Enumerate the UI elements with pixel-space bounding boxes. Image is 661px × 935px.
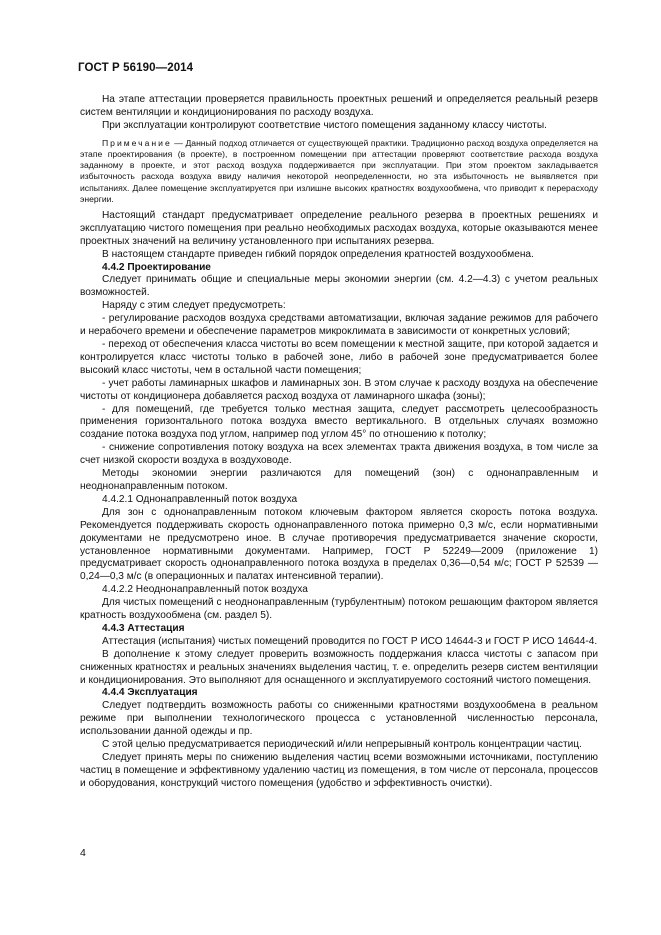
paragraph: При эксплуатации контролируют соответствие чистого помещения заданному классу чистоты. xyxy=(102,119,547,131)
subsection-heading-4-4-2-2: 4.4.2.2 Неоднонаправленный поток воздуха xyxy=(102,584,308,596)
paragraph: Следует принять меры по снижению выделения частиц всеми возможными источниками, поступлению частиц в помещение и эффективному удалению частиц из помещения, в том числе от персонала, процессов и оборудования, конструкций чистого помещения (удобство и эффективность очистки). xyxy=(80,752,598,789)
paragraph: Следует принимать общие и специальные меры экономии энергии (см. 4.2—4.3) с учетом реальных возможностей. xyxy=(80,274,598,299)
page-number: 4 xyxy=(80,847,86,859)
list-item: - регулирование расходов воздуха средствами автоматизации, включая задание режимов для рабочего и нерабочего времени и обеспечение параметров микроклимата в зависимости от конкретных условий; xyxy=(80,313,598,338)
note xyxy=(80,138,598,205)
paragraph: Аттестация (испытания) чистых помещений проводится по ГОСТ Р ИСО 14644-3 и ГОСТ Р ИСО 14644-4. xyxy=(102,635,598,647)
paragraph: Наряду с этим следует предусмотреть: xyxy=(102,300,286,312)
list-item: - для помещений, где требуется только местная защита, следует рассмотреть целесообразность применения горизонтального потока воздуха вместо вертикального. В отдельных случаях возможно создание потока воздуха под углом, например под углом 45° по отношению к потолку; xyxy=(80,403,598,441)
list-item: - переход от обеспечения класса чистоты во всем помещении к местной защите, при которой задается и контролируется класс чистоты только в рабочей зоне, либо в рабочей зоне предусматривается более высокий класс чистоты, чем в остальной части помещения; xyxy=(80,339,598,376)
paragraph: Для чистых помещений с неоднонаправленным (турбулентным) потоком решающим фактором является кратность воздухообмена (см. раздел 5). xyxy=(80,597,598,622)
section-heading-4-4-3: 4.4.3 Аттестация xyxy=(102,622,185,634)
section-heading-4-4-4: 4.4.4 Эксплуатация xyxy=(102,687,198,699)
subsection-heading-4-4-2-1: 4.4.2.1 Однонаправленный поток воздуха xyxy=(102,493,298,505)
paragraph: Настоящий стандарт предусматривает определение реального резерва в проектных решениях и эксплуатацию чистого помещения при реально необходимых расходах воздуха, которые оказываются менее проектных значений на величину установленного при испытаниях резерва. xyxy=(80,209,598,247)
paragraph: Следует подтвердить возможность работы со сниженными кратностями воздухообмена в реальном режиме при выполнении технологического процесса с установленной численностью персонала, использовании данной одежды и пр. xyxy=(80,700,598,738)
section-heading-4-4-2: 4.4.2 Проектирование xyxy=(102,261,211,273)
paragraph: С этой целью предусматривается периодический и/или непрерывный контроль концентрации частиц. xyxy=(102,739,582,751)
list-item: - снижение сопротивления потоку воздуха на всех элементах тракта движения воздуха, в том числе за счет низкой скорости воздуха в воздуховоде. xyxy=(80,442,598,467)
note-label: Примечание xyxy=(102,137,172,148)
paragraph: В дополнение к этому следует проверить возможность поддержания класса чистоты с запасом при сниженных кратностях и реальных значениях выделения частиц, т. е. определить резерв систем вентиляции и кондиционирования. Это выполняют для оснащенного и эксплуатируемого состояний чистого помещения. xyxy=(80,648,598,686)
list-item: - учет работы ламинарных шкафов и ламинарных зон. В этом случае к расходу воздуха на обеспечение чистоты от кондиционера добавляется расход воздуха от ламинарного шкафа (зоны); xyxy=(80,377,598,402)
note-text: — Данный подход отличается от существующей практики. Традиционно расход воздуха определяется на этапе проектирования (в проекте), в построенном помещении при аттестации проверяют соответствие расхода воздуха заданному в проекте, и этот расход воздуха поддерживается при эксплуатации. При этом проектом закладывается избыточность расхода воздуха ввиду наличия некоторой неопределенности, но эта избыточность не выявляется при испытаниях. Далее помещение эксплуатируется при излишне высоких кратностях воздухообмена, что приводит к перерасходу энергии. xyxy=(80,137,598,204)
paragraph: Методы экономии энергии различаются для помещений (зон) с однонаправленным и неоднонаправленным потоком. xyxy=(80,468,598,492)
paragraph: На этапе аттестации проверяется правильность проектных решений и определяется реальный резерв систем вентиляции и кондиционирования по расходу воздуха. xyxy=(80,94,598,118)
paragraph: В настоящем стандарте приведен гибкий порядок определения кратностей воздухообмена. xyxy=(102,248,534,260)
document-header: ГОСТ Р 56190—2014 xyxy=(78,62,194,74)
document-body xyxy=(80,94,598,791)
paragraph: Для зон с однонаправленным потоком ключевым фактором является скорость потока воздуха. Рекомендуется поддерживать скорость однонаправленного потока примерно 0,3 м/с, если нормативными документами не предусмотрено иное. В случае противоречия предусматривается значение скорости, установленное нормативными документами. Например, ГОСТ Р 52249—2009 (приложение 1) предусматривает скорость однонаправленного потока воздуха в пределах 0,36—0,54 м/с; ГОСТ Р 52539 — 0,24—0,3 м/с (в операционных и палатах интенсивной терапии). xyxy=(80,506,598,583)
